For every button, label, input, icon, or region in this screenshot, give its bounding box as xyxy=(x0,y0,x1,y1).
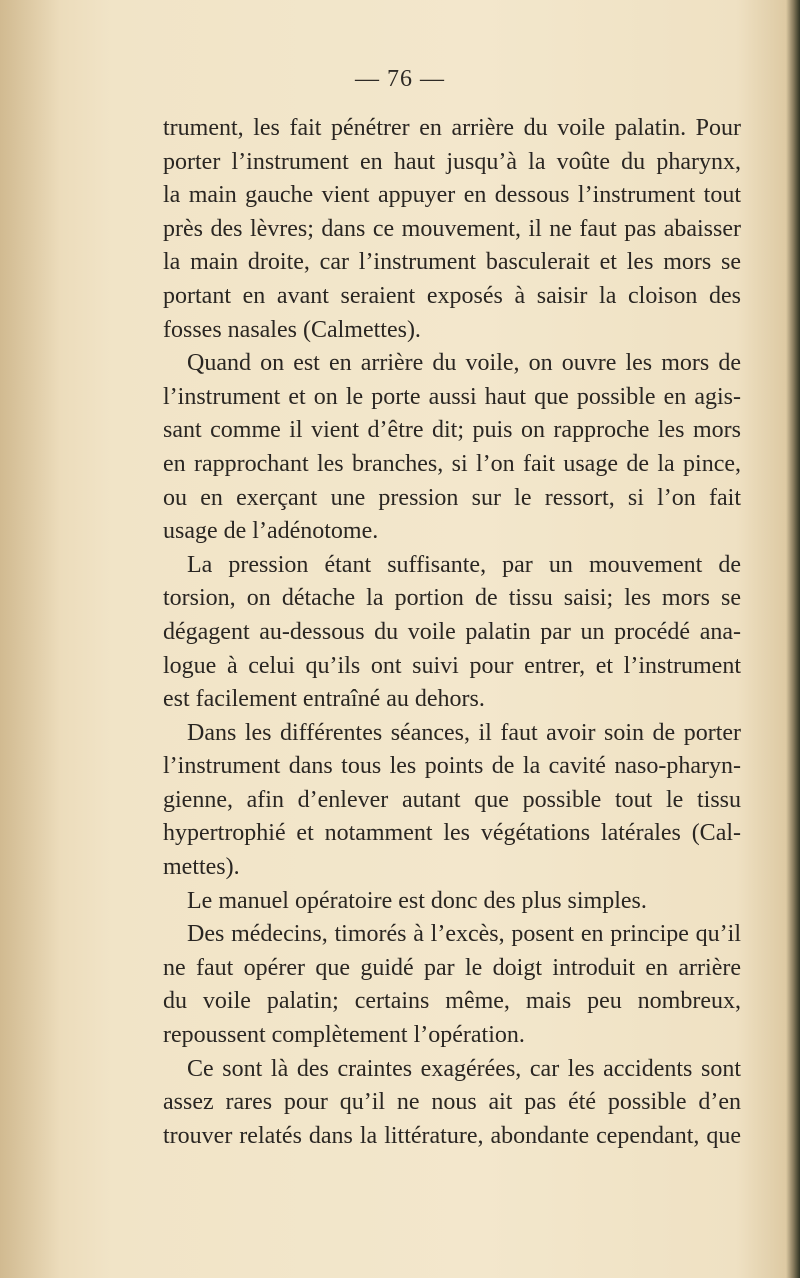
text-line: du voile palatin; certains même, mais peu nombreux, xyxy=(163,988,741,1015)
text-line: dégagent au-dessous du voile palatin par un procédé ana- xyxy=(163,618,741,645)
text-line: torsion, on détache la portion de tissu saisi; les mors se xyxy=(163,585,741,612)
text-line: sant comme il vient d’être dit; puis on rapproche les mors xyxy=(163,417,741,444)
text-line: porter l’instrument en haut jusqu’à la voûte du pharynx, xyxy=(163,148,741,175)
text-line: l’instrument dans tous les points de la cavité naso-pharyn- xyxy=(163,753,741,780)
text-line: Ce sont là des craintes exagérées, car les accidents sont xyxy=(187,1055,741,1082)
text-line: logue à celui qu’ils ont suivi pour entrer, et l’instrument xyxy=(163,652,741,679)
text-line: La pression étant suffisante, par un mouvement de xyxy=(187,551,741,578)
text-line: la main droite, car l’instrument basculerait et les mors se xyxy=(163,249,741,276)
page-edge xyxy=(786,0,800,1278)
text-line: repoussent complètement l’opération. xyxy=(163,1022,525,1049)
text-line: mettes). xyxy=(163,854,240,881)
text-line: ne faut opérer que guidé par le doigt introduit en arrière xyxy=(163,954,741,981)
text-line: trument, les fait pénétrer en arrière du voile palatin. Pour xyxy=(163,115,741,141)
text-line: près des lèvres; dans ce mouvement, il ne faut pas abaisser xyxy=(163,215,741,242)
text-line: l’instrument et on le porte aussi haut que possible en agis- xyxy=(163,383,741,410)
text-line: est facilement entraîné au dehors. xyxy=(163,686,485,713)
page-number: — 76 — xyxy=(355,66,445,92)
body-text xyxy=(163,112,741,1153)
text-line: Dans les différentes séances, il faut avoir soin de porter xyxy=(187,719,741,746)
text-line: fosses nasales (Calmettes). xyxy=(163,316,421,343)
text-line: gienne, afin d’enlever autant que possible tout le tissu xyxy=(163,786,741,813)
gutter-shadow xyxy=(0,0,60,1278)
text-line: trouver relatés dans la littérature, abondante cependant, que xyxy=(163,1122,741,1149)
text-line: ou en exerçant une pression sur le ressort, si l’on fait xyxy=(163,484,741,511)
text-line: la main gauche vient appuyer en dessous l’instrument tout xyxy=(163,182,741,209)
text-line: hypertrophié et notamment les végétations latérales (Cal- xyxy=(163,820,741,847)
text-line: Quand on est en arrière du voile, on ouvre les mors de xyxy=(187,350,741,377)
text-line: en rapprochant les branches, si l’on fait usage de la pince, xyxy=(163,450,741,477)
text-line: usage de l’adénotome. xyxy=(163,518,379,545)
text-line: assez rares pour qu’il ne nous ait pas été possible d’en xyxy=(163,1089,741,1116)
text-line: Des médecins, timorés à l’excès, posent en principe qu’il xyxy=(187,921,741,948)
text-line: portant en avant seraient exposés à saisir la cloison des xyxy=(163,282,741,309)
text-line: Le manuel opératoire est donc des plus simples. xyxy=(187,887,647,914)
